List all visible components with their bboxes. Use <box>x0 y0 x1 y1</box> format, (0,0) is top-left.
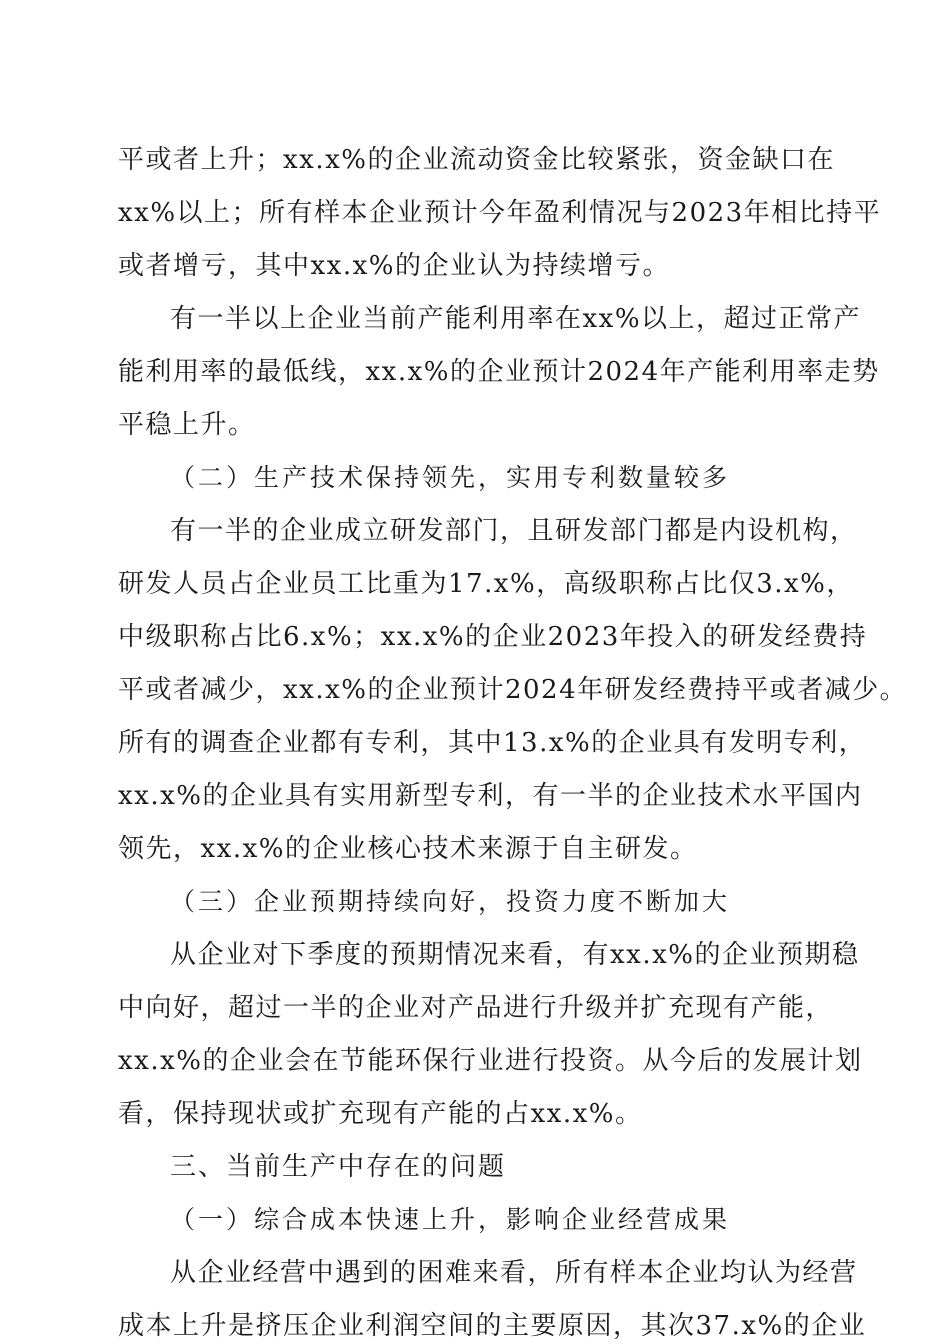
paragraph-line: xx.x%的企业具有实用新型专利，有一半的企业技术水平国内 <box>118 781 863 811</box>
paragraph-line: 领先，xx.x%的企业核心技术来源于自主研发。 <box>118 834 698 864</box>
paragraph-line: xx.x%的企业会在节能环保行业进行投资。从今后的发展计划 <box>118 1046 863 1076</box>
paragraph-line: 或者增亏，其中xx.x%的企业认为持续增亏。 <box>118 251 670 281</box>
paragraph-line: 所有的调查企业都有专利，其中13.x%的企业具有发明专利， <box>118 728 867 758</box>
paragraph-line: 平或者减少，xx.x%的企业预计2024年研发经费持平或者减少。 <box>118 675 908 705</box>
paragraph-line: 有一半的企业成立研发部门，且研发部门都是内设机构， <box>170 516 858 546</box>
paragraph-line: 中级职称占比6.x%；xx.x%的企业2023年投入的研发经费持 <box>118 622 868 652</box>
paragraph-line: 研发人员占企业员工比重为17.x%，高级职称占比仅3.x%， <box>118 569 854 599</box>
paragraph-line: 从企业对下季度的预期情况来看，有xx.x%的企业预期稳 <box>170 940 860 970</box>
paragraph-line: 成本上升是挤压企业利润空间的主要原因，其次37.x%的企业 <box>118 1311 867 1341</box>
paragraph-line: 平或者上升；xx.x%的企业流动资金比较紧张，资金缺口在 <box>118 145 835 175</box>
paragraph-line: 有一半以上企业当前产能利用率在xx%以上，超过正常产 <box>170 304 862 334</box>
paragraph-line: 平稳上升。 <box>118 410 256 440</box>
paragraph-line: 能利用率的最低线，xx.x%的企业预计2024年产能利用率走势 <box>118 357 880 387</box>
section-subheading: （一）综合成本快速上升，影响企业经营成果 <box>170 1205 731 1234</box>
section-subheading: （二）生产技术保持领先，实用专利数量较多 <box>170 463 731 492</box>
paragraph-line: xx%以上；所有样本企业预计今年盈利情况与2023年相比持平 <box>118 198 882 228</box>
paragraph-line: 中向好，超过一半的企业对产品进行升级并扩充现有产能， <box>118 993 834 1023</box>
section-subheading: （三）企业预期持续向好，投资力度不断加大 <box>170 887 731 916</box>
section-heading: 三、当前生产中存在的问题 <box>170 1152 507 1182</box>
paragraph-line: 看，保持现状或扩充现有产能的占xx.x%。 <box>118 1099 643 1129</box>
paragraph-line: 从企业经营中遇到的困难来看，所有样本企业均认为经营 <box>170 1258 858 1288</box>
